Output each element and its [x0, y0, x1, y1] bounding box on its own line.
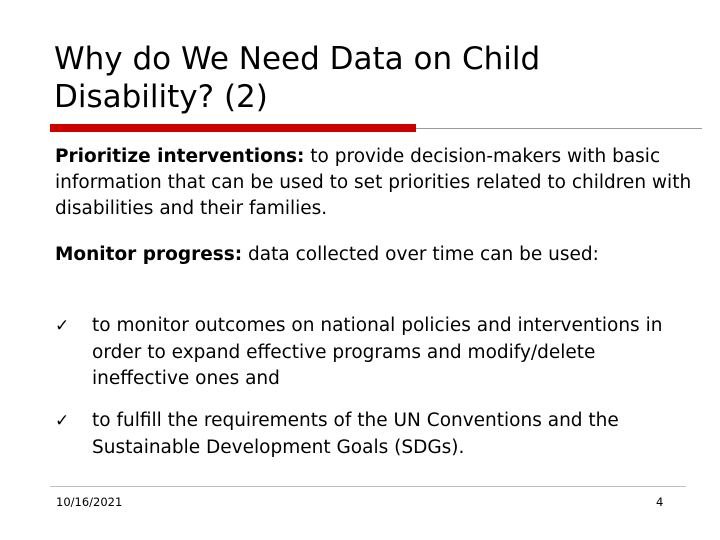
paragraph-prioritize [55, 144, 705, 222]
paragraph-lead: Monitor progress: [55, 244, 243, 265]
title-accent-bar [50, 124, 416, 132]
slide-title: Why do We Need Data on Child Disability? (2) [54, 41, 541, 115]
checkmark-icon: ✓ [55, 411, 70, 431]
footer-date: 10/16/2021 [56, 495, 123, 509]
footer-divider [50, 486, 686, 487]
bullet-item [55, 408, 695, 461]
paragraph-lead: Prioritize interventions: [55, 146, 305, 167]
paragraph-text: data collected over time can be used: [242, 244, 599, 265]
bullet-text: to monitor outcomes on national policies and interventions in order to expand effective programs and modify/delete ineffective ones and [92, 315, 663, 389]
paragraph-monitor [55, 242, 705, 268]
paragraph-text: to provide decision-makers with basic information that can be used to set priorities related to children with disabilities and their families. [55, 146, 692, 219]
bullet-text: to fulfill the requirements of the UN Conventions and the Sustainable Development Goals (SDGs). [92, 410, 619, 458]
bullet-item [55, 313, 695, 393]
page-number: 4 [656, 495, 664, 509]
checkmark-icon: ✓ [55, 316, 70, 336]
